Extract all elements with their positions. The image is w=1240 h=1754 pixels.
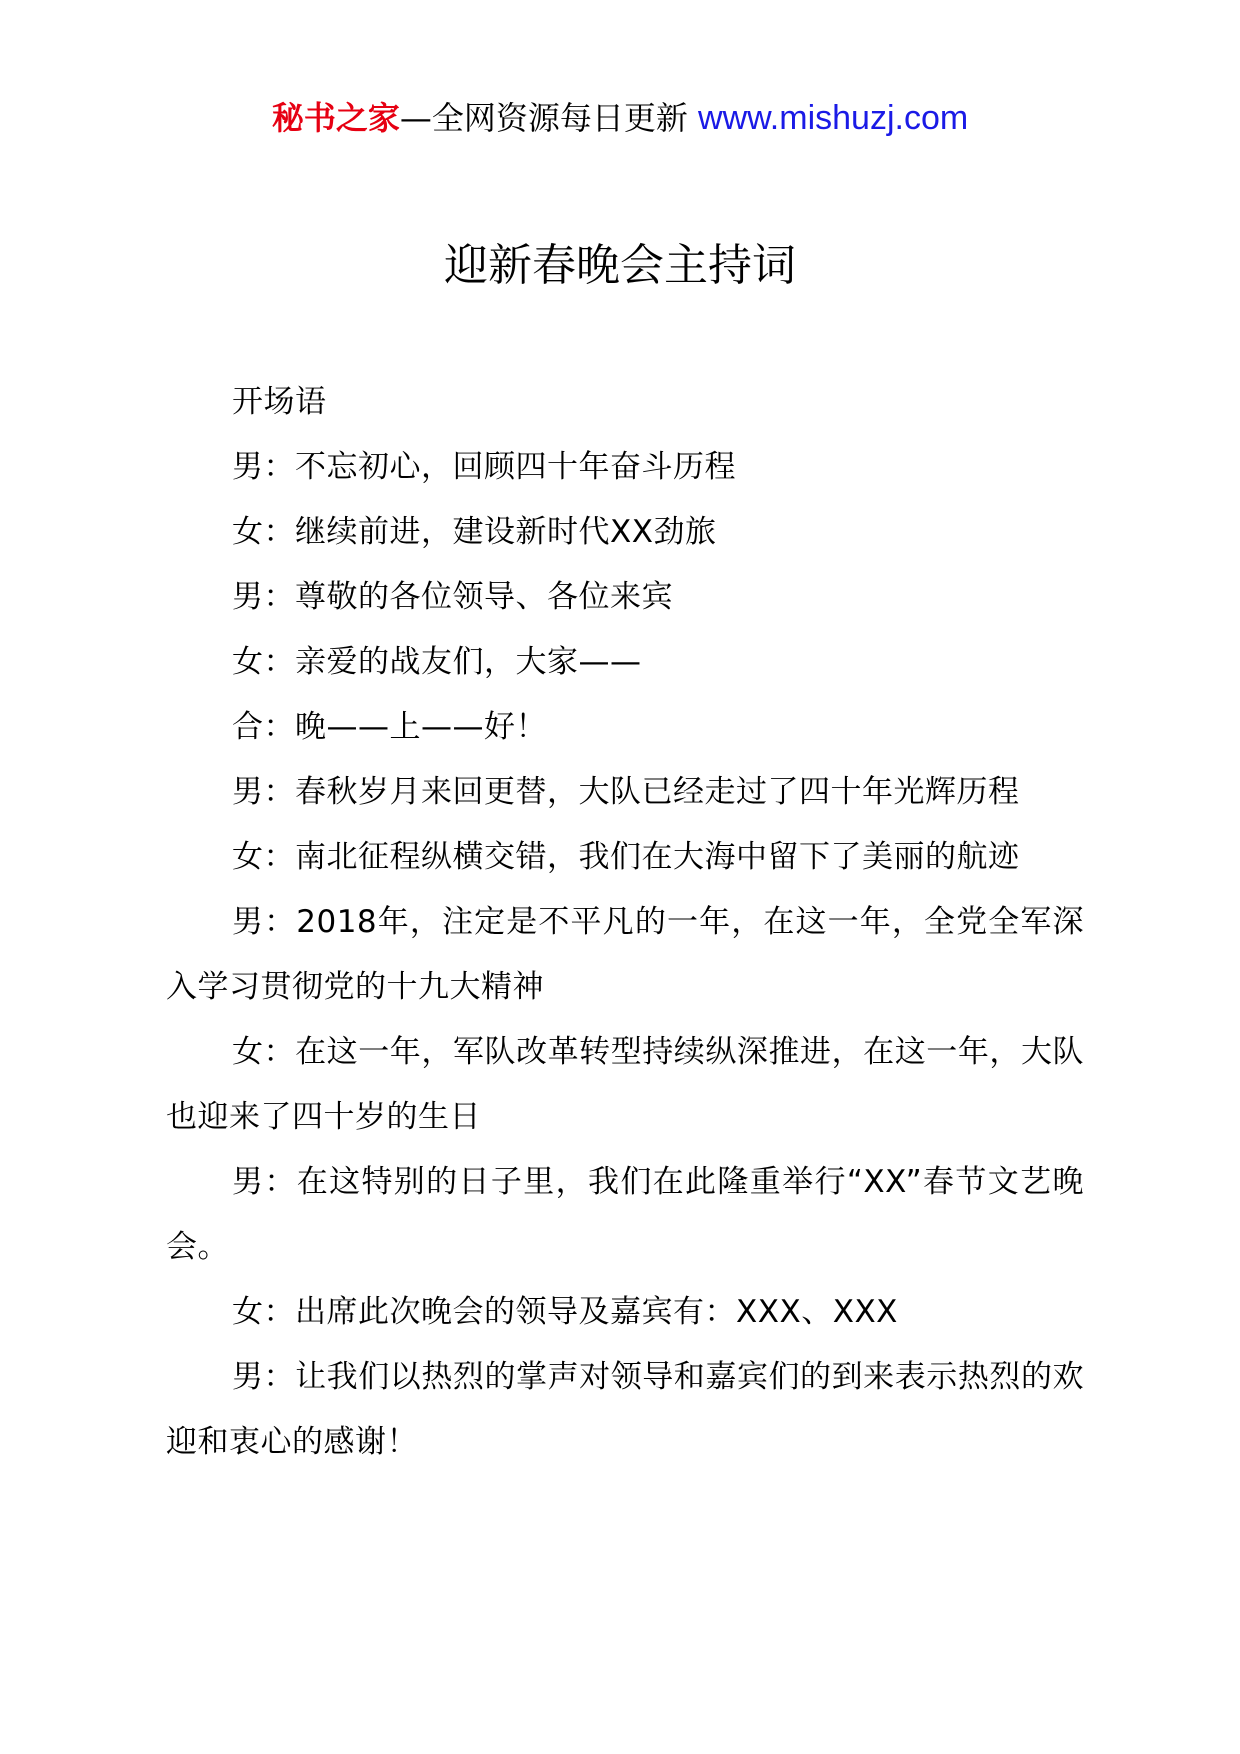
document-title: 迎新春晚会主持词	[444, 240, 796, 291]
paragraph: 男：在这特别的日子里，我们在此隆重举行“XX”春节文艺晚会。	[166, 1164, 1084, 1265]
site-brand: 秘书之家	[271, 99, 400, 137]
site-header	[0, 98, 1240, 138]
paragraph: 女：南北征程纵横交错，我们在大海中留下了美丽的航迹	[232, 839, 1020, 875]
paragraph-opening: 开场语	[232, 384, 327, 420]
paragraph: 男：尊敬的各位领导、各位来宾	[232, 579, 673, 615]
paragraph: 女：出席此次晚会的领导及嘉宾有：XXX、XXX	[232, 1294, 898, 1330]
paragraph: 女：在这一年，军队改革转型持续纵深推进，在这一年，大队也迎来了四十岁的生日	[166, 1034, 1084, 1135]
paragraph: 合：晚——上——好！	[232, 709, 547, 745]
site-url-link[interactable]: www.mishuzj.com	[698, 99, 969, 137]
paragraph: 女：亲爱的战友们，大家——	[232, 644, 642, 680]
site-slogan: —全网资源每日更新	[399, 99, 688, 137]
paragraph: 男：2018年，注定是不平凡的一年，在这一年，全党全军深入学习贯彻党的十九大精神	[166, 904, 1084, 1005]
document-body	[166, 370, 1084, 1475]
paragraph: 男：不忘初心，回顾四十年奋斗历程	[232, 449, 736, 485]
paragraph: 女：继续前进，建设新时代XX劲旅	[232, 514, 717, 550]
paragraph: 男：春秋岁月来回更替，大队已经走过了四十年光辉历程	[232, 774, 1020, 810]
paragraph: 男：让我们以热烈的掌声对领导和嘉宾们的到来表示热烈的欢迎和衷心的感谢！	[166, 1359, 1084, 1460]
